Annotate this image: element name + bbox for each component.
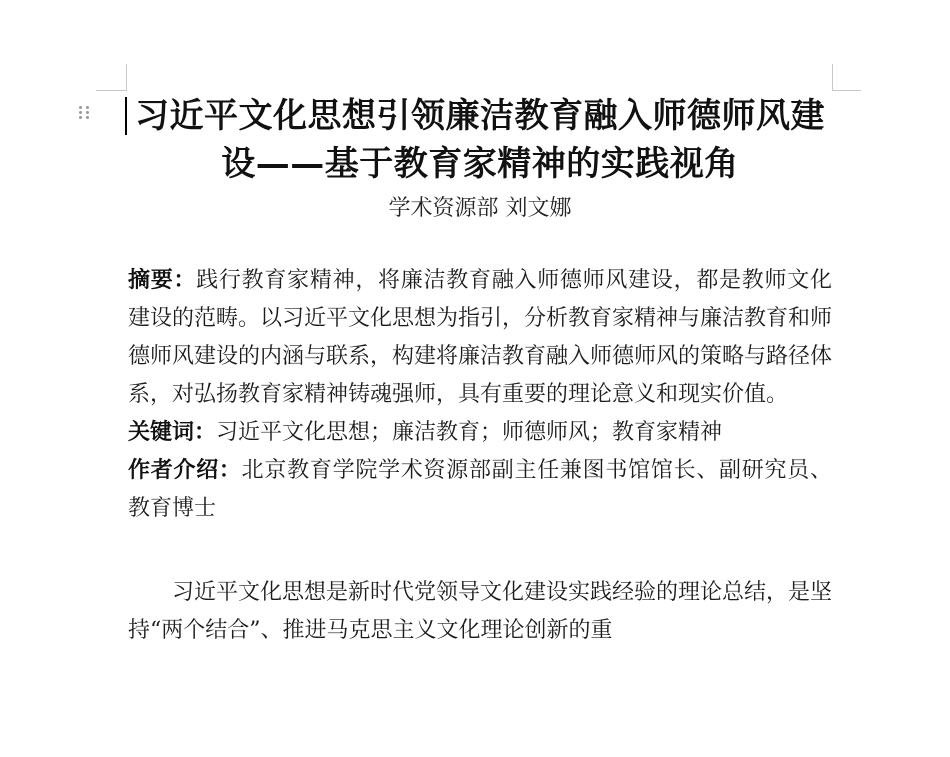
keywords-text: 习近平文化思想；廉洁教育；师德师风；教育家精神	[216, 420, 723, 445]
abstract-text: 践行教育家精神，将廉洁教育融入师德师风建设，都是教师文化建设的范畴。以习近平文化思想为指引，分析教育家精神与廉洁教育和师德师风建设的内涵与联系，构建将廉洁教育融入师德师风的策略与路径体系，对弘扬教育家精神铸魂强师，具有重要的理论意义和现实价值。	[128, 268, 833, 407]
text-cursor	[125, 97, 127, 135]
corner-mark-top-left-vertical	[126, 64, 127, 91]
author-line[interactable]: 学术资源部 刘文娜	[388, 196, 572, 221]
corner-mark-top-left-horizontal	[96, 90, 126, 91]
corner-mark-top-right-horizontal	[833, 90, 861, 91]
author-intro-label: 作者介绍：	[128, 458, 242, 483]
author-intro-text: 北京教育学院学术资源部副主任兼图书馆馆长、副研究员、教育博士	[128, 458, 832, 521]
document-body[interactable]	[128, 92, 832, 650]
keywords-label: 关键词：	[128, 420, 217, 445]
abstract-paragraph[interactable]	[128, 262, 832, 414]
author-intro-paragraph[interactable]	[128, 452, 832, 528]
document-title[interactable]: 习近平文化思想引领廉洁教育融入师德师风建设——基于教育家精神的实践视角	[135, 96, 825, 184]
abstract-label: 摘要：	[128, 268, 197, 293]
paragraph-drag-handle-icon[interactable]	[79, 106, 91, 122]
body-paragraph[interactable]: 习近平文化思想是新时代党领导文化建设实践经验的理论总结，是坚持“两个结合”、推进马克思主义文化理论创新的重	[128, 580, 833, 643]
corner-mark-top-right-vertical	[832, 64, 833, 91]
keywords-paragraph[interactable]	[128, 414, 832, 452]
empty-line	[128, 528, 832, 574]
